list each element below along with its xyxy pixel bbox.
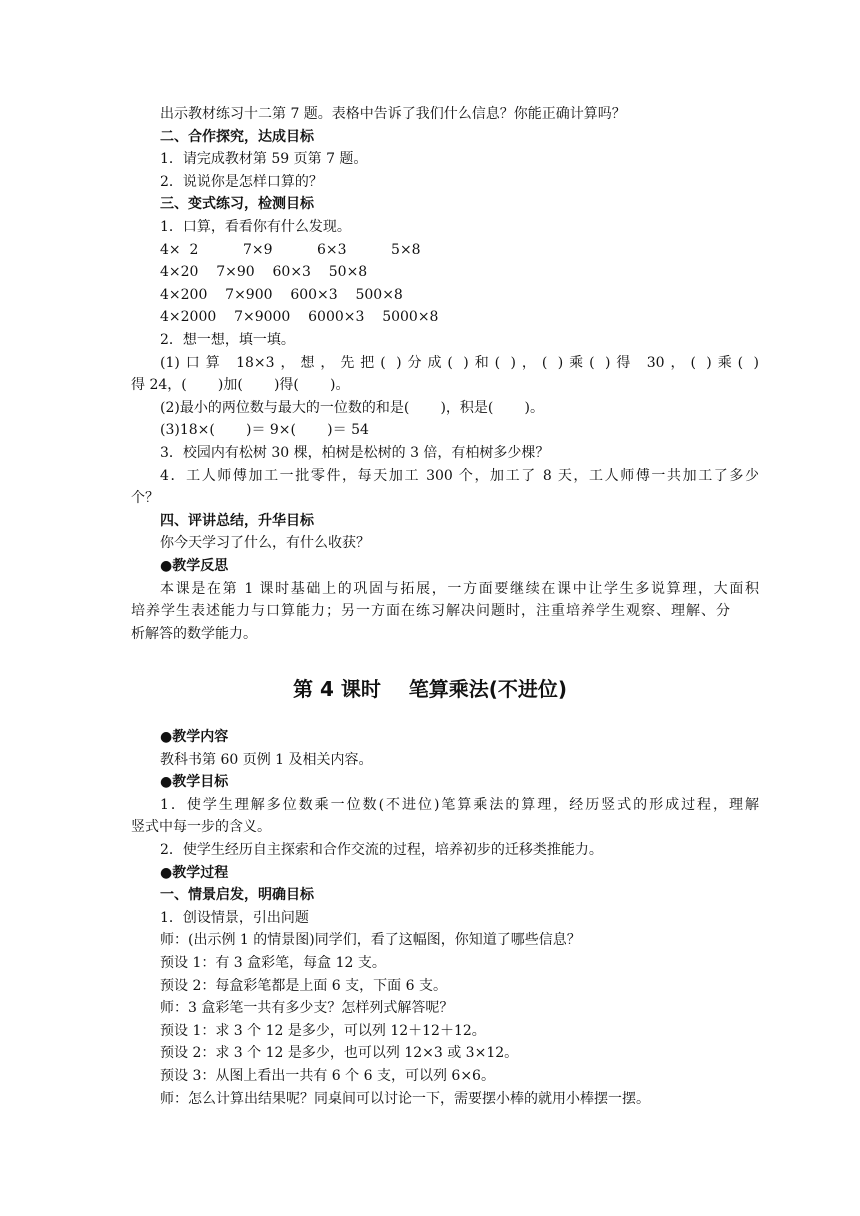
text-line: 二、合作探究，达成目标 xyxy=(160,128,314,145)
text-line: 预设 2：每盒彩笔都是上面 6 支，下面 6 支。 xyxy=(160,977,447,994)
text-line: 4×20 7×90 60×3 50×8 xyxy=(160,264,368,281)
text-line: 师：怎么计算出结果呢？同桌间可以讨论一下，需要摆小棒的就用小棒摆一摆。 xyxy=(160,1090,650,1107)
text-line: (2)最小的两位数与最大的一位数的和是( )，积是( )。 xyxy=(160,399,544,416)
text-line: 1．请完成教材第 59 页第 7 题。 xyxy=(160,151,368,168)
text-line: 预设 2：求 3 个 12 是多少，也可以列 12×3 或 3×12。 xyxy=(160,1045,519,1062)
text-line: 2．使学生经历自主探索和合作交流的过程，培养初步的迁移类推能力。 xyxy=(160,842,603,858)
text-line: 教科书第 60 页例 1 及相关内容。 xyxy=(160,751,373,768)
text-line: 本课是在第 1 课时基础上的巩固与拓展，一方面要继续在课中让学生多说算理，大面积 xyxy=(160,580,759,597)
lesson-title: 第 4 课时 笔算乘法(不进位) xyxy=(293,677,567,701)
text-line: 个？ xyxy=(131,490,159,507)
text-line: 竖式中每一步的含义。 xyxy=(131,819,271,836)
text-line: 3．校园内有松树 30 棵，柏树是松树的 3 倍，有柏树多少棵？ xyxy=(160,445,550,461)
text-line: 1．创设情景，引出问题 xyxy=(160,909,309,926)
text-line: 三、变式练习，检测目标 xyxy=(160,196,314,213)
text-line: 师：3 盒彩笔一共有多少支？怎样列式解答呢？ xyxy=(160,1000,454,1017)
text-line: (1)口算 18×3，想，先把( )分成( )和( )，( )乘( )得 30，( )乘( ) xyxy=(160,354,759,371)
text-line: ●教学内容 xyxy=(160,729,229,745)
text-line: 1．使学生理解多位数乘一位数(不进位)笔算乘法的算理，经历竖式的形成过程，理解 xyxy=(160,796,759,813)
text-line: 预设 1：求 3 个 12 是多少，可以列 12＋12＋12。 xyxy=(160,1022,486,1039)
text-line: 2．说说你是怎样口算的？ xyxy=(160,173,323,190)
text-line: 你今天学习了什么，有什么收获？ xyxy=(160,535,370,552)
text-line: 出示教材练习十二第 7 题。表格中告诉了我们什么信息？你能正确计算吗？ xyxy=(160,106,626,122)
text-line: ●教学过程 xyxy=(160,864,229,881)
text-line: 4× 2 7×9 6×3 5×8 xyxy=(160,241,421,258)
text-line: 1．口算，看看你有什么发现。 xyxy=(160,219,351,235)
text-line: ●教学目标 xyxy=(160,774,229,791)
text-line: 4×2000 7×9000 6000×3 5000×8 xyxy=(160,309,439,326)
text-line: 2．想一想，填一填。 xyxy=(160,332,295,348)
text-line: 预设 3：从图上看出一共有 6 个 6 支，可以列 6×6。 xyxy=(160,1068,495,1084)
text-line: 4．工人师傅加工一批零件，每天加工 300 个，加工了 8 天，工人师傅一共加工了多少 xyxy=(160,467,759,484)
text-line: 预设 1：有 3 盒彩笔，每盒 12 支。 xyxy=(160,955,386,971)
text-line: (3)18×( )＝ 9×( )＝ 54 xyxy=(160,422,369,439)
text-line: 一、情景启发，明确目标 xyxy=(160,887,314,904)
text-line: 4×200 7×900 600×3 500×8 xyxy=(160,286,403,303)
text-line: 培养学生表述能力与口算能力；另一方面在练习解决问题时，注重培养学生观察、理解、分 xyxy=(131,603,730,620)
text-line: ●教学反思 xyxy=(160,558,229,574)
text-line: 四、评讲总结，升华目标 xyxy=(160,512,314,529)
text-line: 析解答的数学能力。 xyxy=(131,625,257,642)
text-line: 得 24，( )加( )得( )。 xyxy=(131,377,350,394)
text-line: 师：(出示例 1 的情景图)同学们，看了这幅图，你知道了哪些信息？ xyxy=(160,932,581,949)
